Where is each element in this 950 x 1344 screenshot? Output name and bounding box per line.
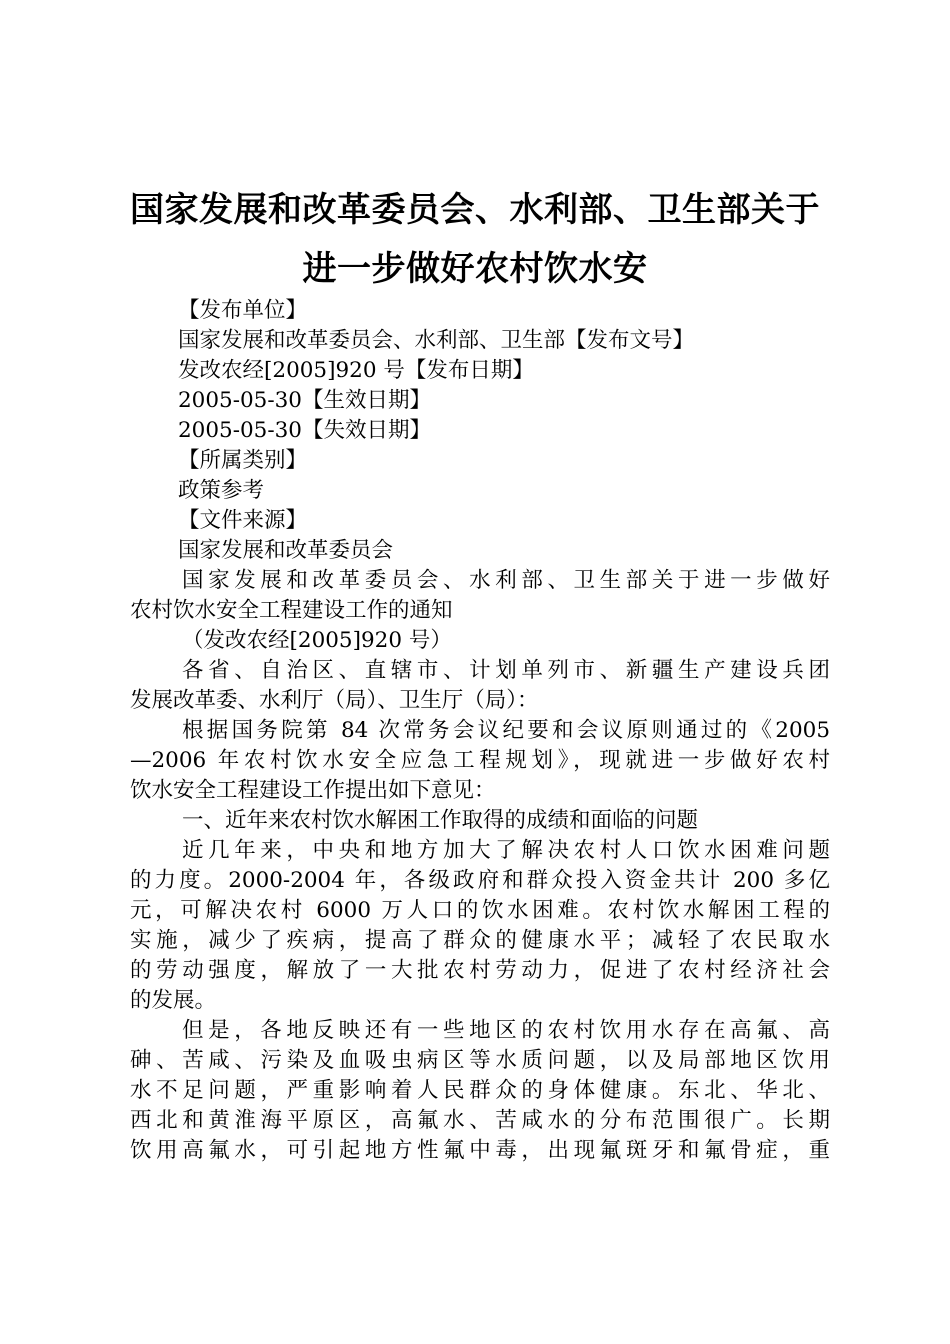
paragraph-line: 砷、苦咸、污染及血吸虫病区等水质问题，以及局部地区饮用 [130,1048,830,1073]
intro-line: 饮水安全工程建设工作提出如下意见： [130,778,496,803]
paragraph-line: 的力度。2000-2004 年，各级政府和群众投入资金共计 200 多亿 [130,868,830,893]
paragraph-line: 水不足问题，严重影响着人民群众的身体健康。东北、华北、 [130,1078,830,1103]
meta-line: 政策参考 [178,478,265,503]
notice-title-line: 国家发展和改革委员会、水利部、卫生部关于进一步做好 [182,568,830,593]
paragraph-line: 但是，各地反映还有一些地区的农村饮用水存在高氟、高 [182,1018,830,1043]
meta-line: 【发布单位】 [178,298,308,323]
meta-line: 发改农经[2005]920 号【发布日期】 [178,358,534,383]
document-body [130,296,830,1166]
addressee-line: 各省、自治区、直辖市、计划单列市、新疆生产建设兵团 [182,658,830,683]
notice-title-line: 农村饮水安全工程建设工作的通知 [130,598,453,623]
intro-line: 根据国务院第 84 次常务会议纪要和会议原则通过的《2005 [182,718,830,743]
paragraph-line: 饮用高氟水，可引起地方性氟中毒，出现氟斑牙和氟骨症，重 [130,1138,830,1163]
paragraph-line: 西北和黄淮海平原区，高氟水、苦咸水的分布范围很广。长期 [130,1108,830,1133]
meta-line: 国家发展和改革委员会、水利部、卫生部【发布文号】 [178,328,695,353]
meta-line: 【所属类别】 [178,448,308,473]
meta-line: 2005-05-30【生效日期】 [178,388,431,413]
doc-number: （发改农经[2005]920 号） [182,628,452,653]
meta-line: 【文件来源】 [178,508,308,533]
paragraph-line: 实施，减少了疾病，提高了群众的健康水平；减轻了农民取水 [130,928,830,953]
addressee-line: 发展改革委、水利厅（局）、卫生厅（局）： [130,688,539,713]
meta-line: 2005-05-30【失效日期】 [178,418,431,443]
paragraph-line: 近几年来，中央和地方加大了解决农村人口饮水困难问题 [182,838,830,863]
paragraph-line: 元，可解决农村 6000 万人口的饮水困难。农村饮水解困工程的 [130,898,830,923]
document-title-line-1: 国家发展和改革委员会、水利部、卫生部关于 [130,190,820,230]
section-heading: 一、近年来农村饮水解困工作取得的成绩和面临的问题 [182,808,699,833]
meta-line: 国家发展和改革委员会 [178,538,394,563]
document-title-line-2: 进一步做好农村饮水安 [302,249,648,289]
paragraph-line: 的劳动强度，解放了一大批农村劳动力，促进了农村经济社会 [130,958,830,983]
intro-line: —2006 年农村饮水安全应急工程规划》，现就进一步做好农村 [130,748,830,773]
paragraph-line: 的发展。 [130,988,217,1013]
